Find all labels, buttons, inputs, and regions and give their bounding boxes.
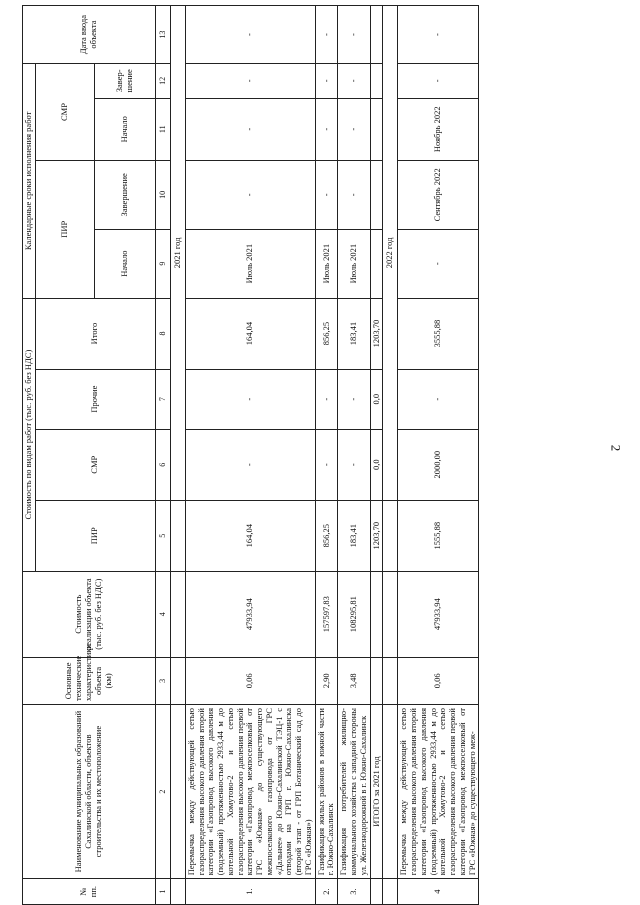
row-pir-end: - [315, 160, 338, 229]
row-name: Перемычка между действующей сетью газораспределения высокого давления второй категории «Газопровод высокого давления (подземный) протяженностью 2933,44 м до котельной Хомутово-2 и сетью газораспределения высокого давления первой категории «Газопровод межпоселковый от ГРС «Южная» до существующего межпоселкового газопровода от ГРС «Дальнее» до Южно-Сахалинской ТЭЦ-1 с отводами на ГРП г. Южно-Сахалинска (второй этап - от ГРП Ботанический сад до ГРС «Южная») [185, 705, 315, 879]
row-smr-end: - [338, 64, 370, 98]
row-commission: - [398, 6, 479, 64]
row-pir-end: Сентябрь 2022 [398, 160, 479, 229]
row-smr-start: - [315, 98, 338, 160]
col-num: 6 [155, 429, 170, 500]
section-cell [170, 657, 185, 704]
row-pir-start: Июль 2021 [338, 229, 370, 298]
section-cell [170, 879, 185, 905]
header-cost-by-type: Стоимость по видам работ (тыс. руб. без НДС) [23, 298, 36, 571]
row-smr-start: - [338, 98, 370, 160]
section-cell [383, 571, 398, 657]
works-schedule-table [22, 5, 479, 905]
row-smr-end: - [185, 64, 315, 98]
table-row [398, 6, 479, 905]
header-calendar: Календарные сроки исполнения работ [23, 64, 36, 298]
section-2022 [383, 6, 398, 905]
total-cell [370, 160, 383, 229]
row-pir-start: - [398, 229, 479, 298]
row-pir-end: - [185, 160, 315, 229]
row-smr-start: Ноябрь 2022 [398, 98, 479, 160]
total-cell [370, 229, 383, 298]
section-cell [383, 879, 398, 905]
row-no: 1. [185, 879, 315, 905]
total-smr: 0,0 [370, 429, 383, 500]
section-label-2022: 2022 год [383, 6, 398, 501]
row-smr-start: - [185, 98, 315, 160]
row-total: 856,25 [315, 298, 338, 369]
row-other: - [338, 369, 370, 429]
row-smr: - [315, 429, 338, 500]
row-cost: 108295,81 [338, 571, 370, 657]
col-num: 5 [155, 500, 170, 571]
col-num: 4 [155, 571, 170, 657]
row-commission: - [185, 6, 315, 64]
header-smr-start: Начало [94, 98, 155, 160]
col-num: 1 [155, 879, 170, 905]
header-row-1 [23, 6, 36, 905]
row-length: 0,06 [398, 657, 479, 704]
total-cell [370, 98, 383, 160]
row-name: Перемычка между действующей сетью газораспределения высокого давления второй категории «Газопровод высокого давления (подземный) протяженностью 2933,44 м до котельной Хомутово-2 и сетью газораспределения высокого давления первой категории «Газопровод межпоселковый от ГРС «Южная» до существующего меж- [398, 705, 479, 879]
header-pir-start: Начало [94, 229, 155, 298]
header-pir-dates: ПИР [35, 160, 94, 298]
table-row [315, 6, 338, 905]
row-smr: - [338, 429, 370, 500]
row-pir-start: Июль 2021 [315, 229, 338, 298]
row-cost: 47933,94 [185, 571, 315, 657]
row-other: - [315, 369, 338, 429]
page-number: 2 [608, 444, 624, 452]
row-name: Газификация потребителей жилищно-коммунального хозяйства с западной стороны ул. Железнодорожной в г. Южно-Сахалинск [338, 705, 370, 879]
row-no: 3. [338, 879, 370, 905]
row-smr: - [185, 429, 315, 500]
header-name: Наименование муниципальных образований Сахалинской области, объектов строительства и их местоположение [23, 705, 156, 879]
col-num: 7 [155, 369, 170, 429]
row-pir: 1555,88 [398, 500, 479, 571]
row-commission: - [338, 6, 370, 64]
header-pir-cost: ПИР [35, 500, 155, 571]
total-cell [370, 879, 383, 905]
table-row [185, 6, 315, 905]
section-cell [383, 705, 398, 879]
total-cell [370, 657, 383, 704]
row-no: 2. [315, 879, 338, 905]
table-row [338, 6, 370, 905]
row-pir-start: Июль 2021 [185, 229, 315, 298]
row-length: 0,06 [185, 657, 315, 704]
total-other: 0,0 [370, 369, 383, 429]
section-2021 [170, 6, 185, 905]
col-num: 9 [155, 229, 170, 298]
col-num: 11 [155, 98, 170, 160]
header-smr-finish: Завер-шение [94, 64, 155, 98]
row-pir: 164,04 [185, 500, 315, 571]
row-total: 183,41 [338, 298, 370, 369]
header-commission: Дата ввода объекта [23, 6, 156, 64]
row-commission: - [315, 6, 338, 64]
row-smr-end: - [398, 64, 479, 98]
section-cell [383, 657, 398, 704]
total-cell [370, 64, 383, 98]
col-num: 13 [155, 6, 170, 64]
section-cell [170, 500, 185, 571]
header-other-cost: Прочие [35, 369, 155, 429]
row-cost: 47933,94 [398, 571, 479, 657]
col-num: 3 [155, 657, 170, 704]
col-num: 2 [155, 705, 170, 879]
row-cost: 157597,83 [315, 571, 338, 657]
total-cell [370, 6, 383, 64]
column-numbers-row [155, 6, 170, 905]
total-sum: 1203,70 [370, 298, 383, 369]
total-pir: 1203,70 [370, 500, 383, 571]
row-smr: 2000,00 [398, 429, 479, 500]
total-row-2021 [370, 6, 383, 905]
header-smr-cost: СМР [35, 429, 155, 500]
row-smr-end: - [315, 64, 338, 98]
row-other: - [398, 369, 479, 429]
row-pir: 183,41 [338, 500, 370, 571]
header-no: № пп. [23, 879, 156, 905]
row-name: Газификация жилых районов в южной части г. Южно-Сахалинск [315, 705, 338, 879]
col-num: 10 [155, 160, 170, 229]
col-num: 12 [155, 64, 170, 98]
header-smr-dates: СМР [35, 64, 94, 161]
total-cell [370, 571, 383, 657]
row-other: - [185, 369, 315, 429]
section-label-2021: 2021 год [170, 6, 185, 501]
row-pir: 856,25 [315, 500, 338, 571]
row-total: 164,04 [185, 298, 315, 369]
col-num: 8 [155, 298, 170, 369]
header-total-cost: Итого [35, 298, 155, 369]
header-cost: Стоимость реализации объекта (тыс. руб. без НДС) [23, 571, 156, 657]
row-length: 3,48 [338, 657, 370, 704]
header-pir-finish: Завершение [94, 160, 155, 229]
row-pir-end: - [338, 160, 370, 229]
row-total: 3555,88 [398, 298, 479, 369]
row-no: 4 [398, 879, 479, 905]
section-cell [170, 705, 185, 879]
section-cell [383, 500, 398, 571]
total-label: ИТОГО за 2021 год [370, 705, 383, 879]
row-length: 2,90 [315, 657, 338, 704]
header-params: Основные технические характеристики объекта (км) [23, 657, 156, 704]
section-cell [170, 571, 185, 657]
